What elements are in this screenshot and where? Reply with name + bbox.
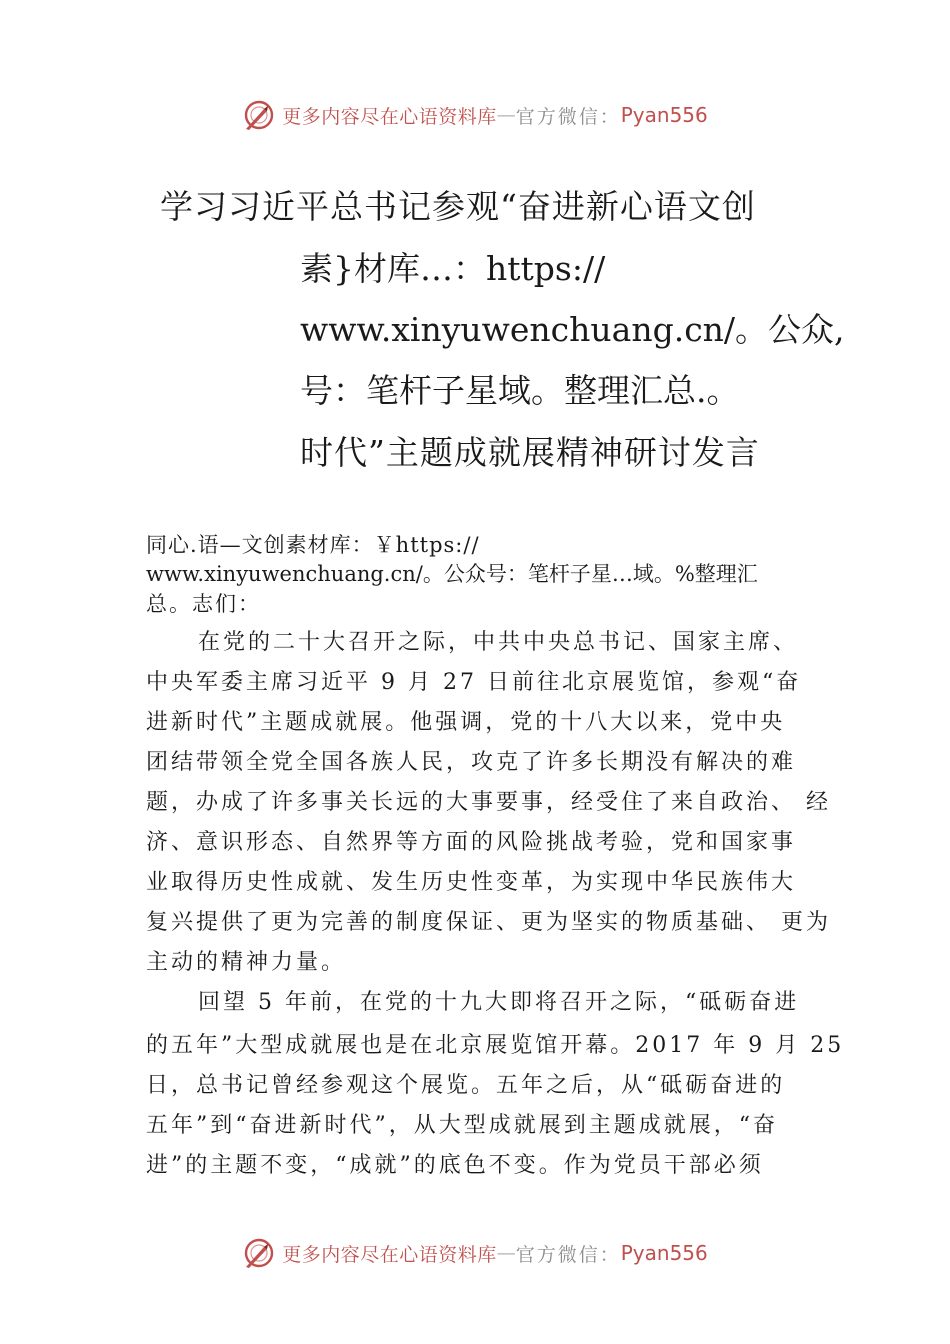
body-line: 中央军委主席习近平 9 月 27 日前往北京展览馆，参观“奋 (146, 670, 802, 695)
body-line: 团结带领全党全国各族人民，攻克了许多长期没有解决的难 (146, 750, 797, 775)
title-line-3: www.xinyuwenchuang.cn/。公众, (300, 310, 845, 349)
body-line: 进新时代”主题成就展。他强调，党的十八大以来，党中央 (146, 710, 786, 735)
footer-banner (0, 1233, 950, 1273)
header-banner (0, 95, 950, 135)
body-line: 济、意识形态、自然界等方面的风险挑战考验，党和国家事 (146, 830, 797, 855)
body-line: 进”的主题不变，“成就”的底色不变。作为党员干部必须 (146, 1153, 764, 1178)
source-line-3: 总。志们： (146, 592, 261, 616)
title-line-4: 号：笔杆子星域。整理汇总.。 (300, 371, 740, 410)
banner-dash: — (496, 1242, 516, 1264)
banner-wechat-label: 官方微信： (515, 105, 621, 128)
body-line: 的五年”大型成就展也是在北京展览馆开幕。2017 年 9 月 25 (146, 1033, 845, 1058)
title-line-1: 学习习近平总书记参观“奋进新心语文创 (160, 187, 756, 226)
body-line: 主动的精神力量。 (146, 950, 347, 975)
source-line-2: www.xinyuwenchuang.cn/。公众号：笔杆子星…域。%整理汇 (146, 562, 758, 586)
body-line: 题，办成了许多事关长远的大事要事，经受住了来自政治、 经 (146, 790, 831, 815)
banner-site-name: 更多内容尽在心语资料库 (282, 105, 497, 128)
body-line: 回望 5 年前，在党的十九大即将召开之际，“砥砺奋进 (198, 990, 800, 1015)
pen-logo-icon (242, 98, 276, 132)
body-line: 五年”到“奋进新时代”，从大型成就展到主题成就展，“奋 (146, 1113, 778, 1138)
source-line-1: 同心.语—文创素材库：￥https:// (146, 533, 480, 557)
pen-logo-icon (242, 1236, 276, 1270)
banner-wechat-id: Pyan556 (620, 103, 708, 127)
banner-wechat-label: 官方微信： (515, 1243, 621, 1266)
banner-dash: — (496, 104, 516, 126)
body-line: 复兴提供了更为完善的制度保证、更为坚实的物质基础、 更为 (146, 910, 831, 935)
banner-site-name: 更多内容尽在心语资料库 (282, 1243, 497, 1266)
body-line: 业取得历史性成就、发生历史性变革，为实现中华民族伟大 (146, 870, 797, 895)
title-line-5: 时代”主题成就展精神研讨发言 (300, 433, 760, 472)
title-line-2: 素}材库…：https:// (300, 249, 606, 288)
body-line: 日，总书记曾经参观这个展览。五年之后，从“砥砺奋进的 (146, 1073, 786, 1098)
body-line: 在党的二十大召开之际，中共中央总书记、国家主席、 (198, 630, 799, 655)
banner-wechat-id: Pyan556 (620, 1241, 708, 1265)
